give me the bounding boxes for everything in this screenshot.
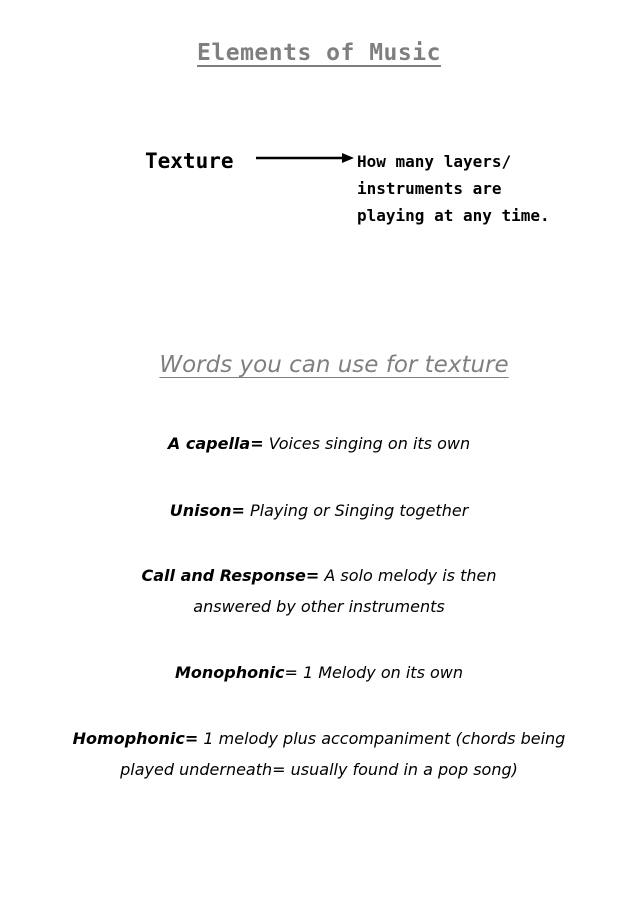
- entry-description: Playing or Singing together: [244, 501, 469, 520]
- definition-line: How many layers/: [357, 152, 512, 171]
- entry-a-capella: [0, 428, 638, 459]
- entry-term: A capella=: [167, 434, 264, 453]
- texture-term: Texture: [145, 149, 234, 173]
- entry-description-continued: played underneath= usually found in a pop song): [120, 760, 518, 779]
- entry-term: Unison=: [169, 501, 245, 520]
- definition-line: playing at any time.: [357, 206, 550, 225]
- entry-line: [0, 560, 638, 591]
- entry-description: 1 melody plus accompaniment (chords being: [198, 729, 566, 748]
- entry-line: [0, 723, 638, 754]
- entry-description: A solo melody is then: [319, 566, 497, 585]
- entry-homophonic: [0, 723, 638, 785]
- page-title: Elements of Music: [197, 40, 441, 66]
- words-heading: Words you can use for texture: [159, 352, 509, 378]
- arrow-right-icon: [256, 152, 356, 164]
- definition-line: instruments are: [357, 179, 502, 198]
- entry-monophonic: [0, 657, 638, 688]
- texture-definition: [357, 148, 597, 229]
- entry-term: Homophonic=: [72, 729, 199, 748]
- entry-term: Call and Response=: [141, 566, 320, 585]
- entry-description: Voices singing on its own: [263, 434, 471, 453]
- entry-description-continued: answered by other instruments: [193, 597, 445, 616]
- entry-call-and-response: [0, 560, 638, 622]
- entry-unison: [0, 495, 638, 526]
- entry-description: = 1 Melody on its own: [284, 663, 464, 682]
- entry-term: Monophonic: [174, 663, 285, 682]
